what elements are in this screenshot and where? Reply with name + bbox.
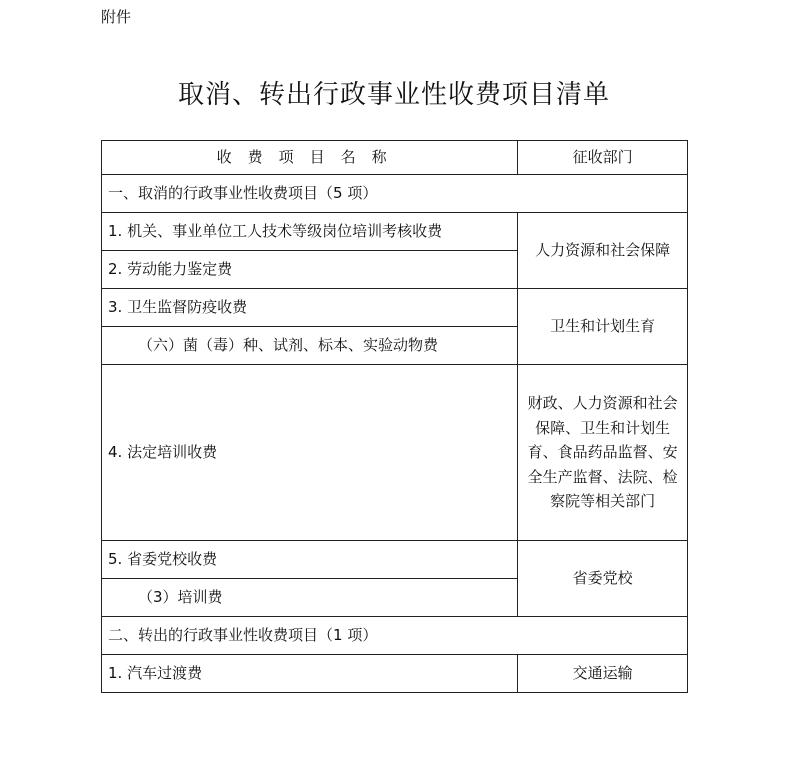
item-name: 2. 劳动能力鉴定费	[102, 251, 518, 289]
department-cell: 交通运输	[518, 655, 688, 693]
sub-item-name: （六）菌（毒）种、试剂、标本、实验动物费	[102, 327, 518, 365]
section-title-cancelled: 一、取消的行政事业性收费项目（5 项）	[102, 175, 688, 213]
department-cell: 卫生和计划生育	[518, 289, 688, 365]
item-name: 3. 卫生监督防疫收费	[102, 289, 518, 327]
table-row	[102, 289, 688, 327]
item-name: 4. 法定培训收费	[102, 365, 518, 541]
fee-items-table	[101, 140, 688, 693]
section-row	[102, 175, 688, 213]
item-name: 1. 机关、事业单位工人技术等级岗位培训考核收费	[102, 213, 518, 251]
department-cell: 财政、人力资源和社会保障、卫生和计划生育、食品药品监督、安全生产监督、法院、检察院等相关部门	[518, 365, 688, 541]
section-title-transferred: 二、转出的行政事业性收费项目（1 项）	[102, 617, 688, 655]
table-row	[102, 365, 688, 541]
department-cell: 省委党校	[518, 541, 688, 617]
document-title: 取消、转出行政事业性收费项目清单	[177, 80, 610, 110]
table-row	[102, 541, 688, 579]
header-department: 征收部门	[518, 141, 688, 175]
table-header-row	[102, 141, 688, 175]
table-row	[102, 655, 688, 693]
item-name: 5. 省委党校收费	[102, 541, 518, 579]
section-row	[102, 617, 688, 655]
item-name: 1. 汽车过渡费	[102, 655, 518, 693]
header-item-name: 收费项目名称	[102, 141, 518, 175]
department-cell: 人力资源和社会保障	[518, 213, 688, 289]
sub-item-name: （3）培训费	[102, 579, 518, 617]
attachment-label: 附件	[101, 8, 132, 26]
table-row	[102, 213, 688, 251]
